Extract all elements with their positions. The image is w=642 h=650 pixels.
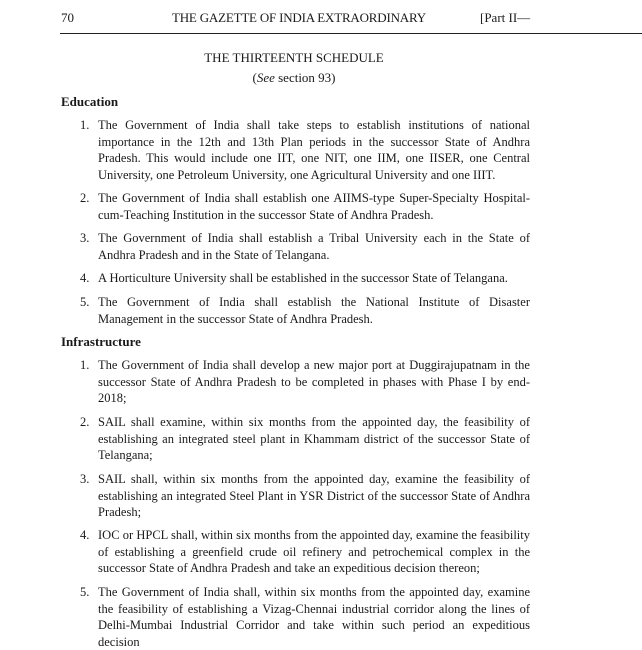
item-text: The Government of India shall develop a new major port at Duggirajupatnam in the successor State of Andhra Pradesh to be completed in phases with Phase I by end-2018; [98, 358, 530, 405]
item-text: The Government of India shall establish a Tribal University each in the State of Andhra Pradesh and in the State of Telangana. [98, 231, 530, 262]
item-number: 4. [80, 271, 90, 285]
infrastructure-item-4 [80, 527, 530, 577]
infrastructure-heading: Infrastructure [61, 334, 141, 349]
item-number: 5. [80, 585, 90, 599]
education-item-5 [80, 294, 530, 327]
item-number: 4. [80, 528, 90, 542]
item-number: 3. [80, 472, 90, 486]
item-number: 2. [80, 415, 90, 429]
infrastructure-item-5 [80, 584, 530, 649]
education-item-4 [80, 270, 530, 287]
schedule-reference [0, 70, 588, 86]
item-text: A Horticulture University shall be established in the successor State of Telangana. [98, 271, 508, 285]
schedule-title: THE THIRTEENTH SCHEDULE [204, 50, 384, 65]
item-text: IOC or HPCL shall, within six months from the appointed day, examine the feasibility of establishing a greenfield crude oil refinery and petrochemical complex in the successor State of Andhra Pradesh and take an expeditious decision thereon; [98, 528, 530, 575]
item-text: The Government of India shall, within six months from the appointed day, examine the feasibility of establishing a Vizag-Chennai industrial corridor along the lines of Delhi-Mumbai Industrial Corridor and take within such period an expeditious decision [98, 585, 530, 649]
education-heading: Education [61, 94, 119, 109]
page-number: 70 [61, 10, 74, 25]
infrastructure-item-2 [80, 414, 530, 464]
page-header [0, 10, 640, 30]
open-paren: ( [252, 70, 257, 85]
education-item-3 [80, 230, 530, 263]
item-text: SAIL shall, within six months from the appointed day, examine the feasibility of establishing an integrated Steel Plant in YSR District of the successor State of Andhra Pradesh; [98, 472, 530, 519]
header-rule [60, 33, 642, 34]
item-text: The Government of India shall establish one AIIMS-type Super-Specialty Hospital-cum-Teaching Institution in the successor State of Andhra Pradesh. [98, 191, 530, 222]
item-text: The Government of India shall take steps to establish institutions of national importance in the 12th and 13th Plan periods in the successor State of Andhra Pradesh. This would include one IIT, one NIT, one IIM, one IISER, one Central University, one Petroleum University, one Agricultural University and one IIIT. [98, 118, 530, 182]
see-word: See [256, 70, 275, 85]
item-text: SAIL shall examine, within six months from the appointed day, the feasibility of establishing an integrated steel plant in Khammam district of the successor State of Telangana; [98, 415, 530, 462]
infrastructure-item-3 [80, 471, 530, 521]
education-item-1 [80, 117, 530, 183]
item-number: 1. [80, 118, 90, 132]
section-ref: section 93) [274, 70, 336, 85]
education-item-2 [80, 190, 530, 223]
item-number: 3. [80, 231, 90, 245]
item-number: 2. [80, 191, 90, 205]
item-number: 5. [80, 295, 90, 309]
infrastructure-item-1 [80, 357, 530, 407]
item-number: 1. [80, 358, 90, 372]
gazette-title: THE GAZETTE OF INDIA EXTRAORDINARY [172, 10, 426, 25]
item-text: The Government of India shall establish the National Institute of Disaster Management in the successor State of Andhra Pradesh. [98, 295, 530, 326]
part-label: [Part II— [480, 10, 531, 25]
